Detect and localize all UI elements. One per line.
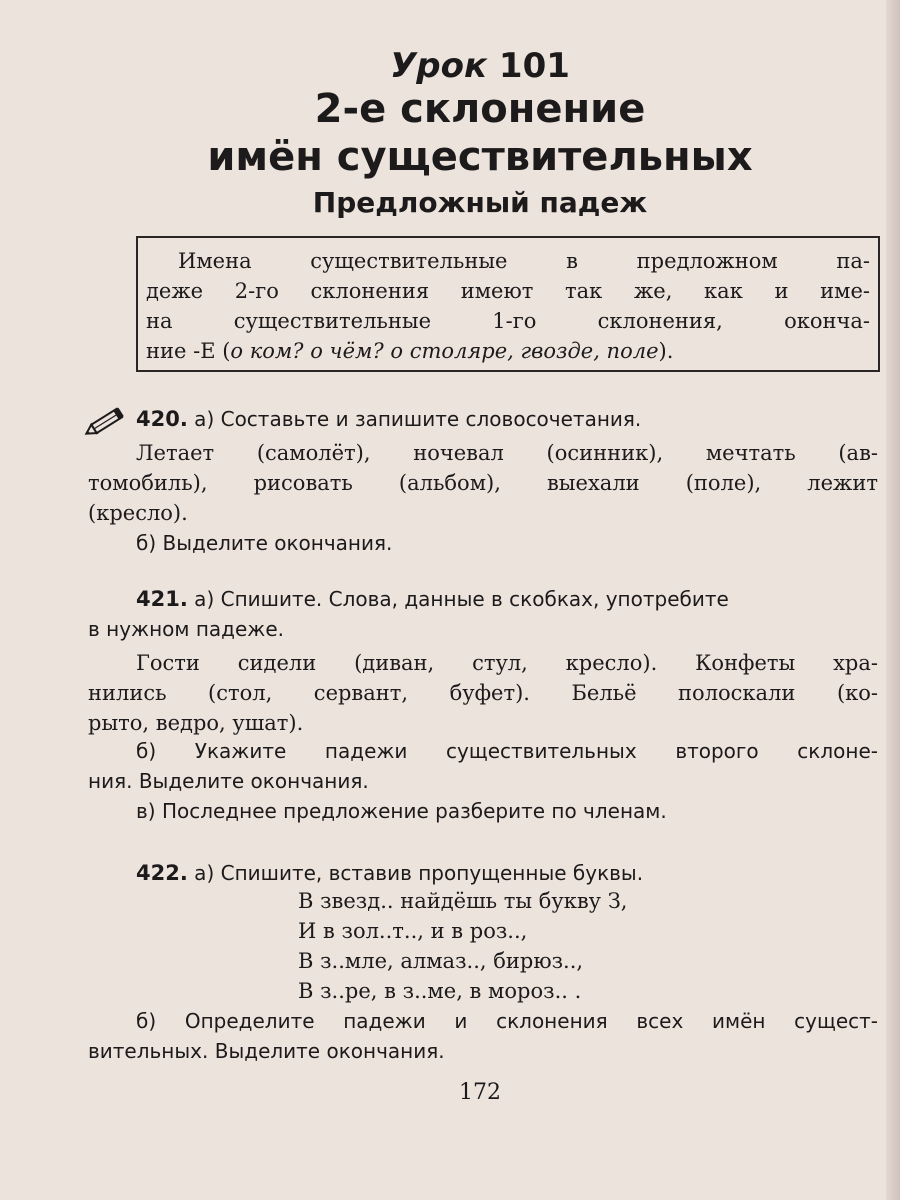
task-text-line: в нужном падеже. [88,617,284,641]
exercise-421-task-a [136,584,878,614]
rule-line: Имена существительные в предложном па- [178,249,870,273]
poem-line: И в зол..т.., и в роз.., [298,919,528,943]
page-title-line1: 2-е склонение [314,86,646,132]
lesson-label: Урок [390,46,488,86]
task-text: а) Составьте и запишите словосочетания. [187,407,642,431]
page-subtitle: Предложный падеж [312,186,648,219]
exercise-421-task-b: б) Укажите падежи существительных второго склоне- [136,739,878,763]
rule-line-last [146,336,870,366]
task-text: а) Спишите, вставив пропущенные буквы. [187,861,644,885]
exercise-421-task-c: в) Последнее предложение разберите по членам. [136,799,667,823]
exercise-text-line: рыто, ведро, ушат). [88,711,304,735]
rule-line4-prefix: ние -Е ( [146,339,231,363]
rule-line: деже 2-го склонения имеют так же, как и име- [146,279,870,303]
exercise-text-line: Летает (самолёт), ночевал (осинник), мечтать (ав- [136,441,878,465]
page-title-line2: имён существительных [207,134,753,180]
exercise-text-line: нились (стол, сервант, буфет). Бельё полоскали (ко- [88,681,878,705]
exercise-422-task-a [136,858,878,888]
pencil-icon [82,404,128,440]
rule-line4-suffix: ). [658,339,674,363]
exercise-number: 422. [136,861,188,885]
lesson-heading [0,46,900,86]
exercise-text-line: (кресло). [88,501,188,525]
exercise-420-task-b: б) Выделите окончания. [136,531,393,555]
task-text-line: ния. Выделите окончания. [88,769,369,793]
poem-line: В з..мле, алмаз.., бирюз.., [298,949,584,973]
exercise-number: 420. [136,407,188,431]
rule-examples: о ком? о чём? о столяре, гвозде, поле [230,339,659,363]
task-text-line: вительных. Выделите окончания. [88,1039,445,1063]
page-number: 172 [459,1080,501,1105]
poem-line: В звезд.. найдёшь ты букву З, [298,889,628,913]
exercise-text-line: томобиль), рисовать (альбом), выехали (поле), лежит [88,471,878,495]
exercise-422-task-b: б) Определите падежи и склонения всех имён сущест- [136,1009,878,1033]
exercise-number: 421. [136,587,188,611]
poem-line: В з..ре, в з..ме, в мороз.. . [298,979,582,1003]
exercise-420-task-a [136,404,878,434]
lesson-number: 101 [498,46,570,86]
page-edge [886,0,900,1200]
exercise-text-line: Гости сидели (диван, стул, кресло). Конфеты хра- [136,651,878,675]
task-text: а) Спишите. Слова, данные в скобках, употребите [187,587,729,611]
rule-line: на существительные 1-го склонения, оконча- [146,309,870,333]
